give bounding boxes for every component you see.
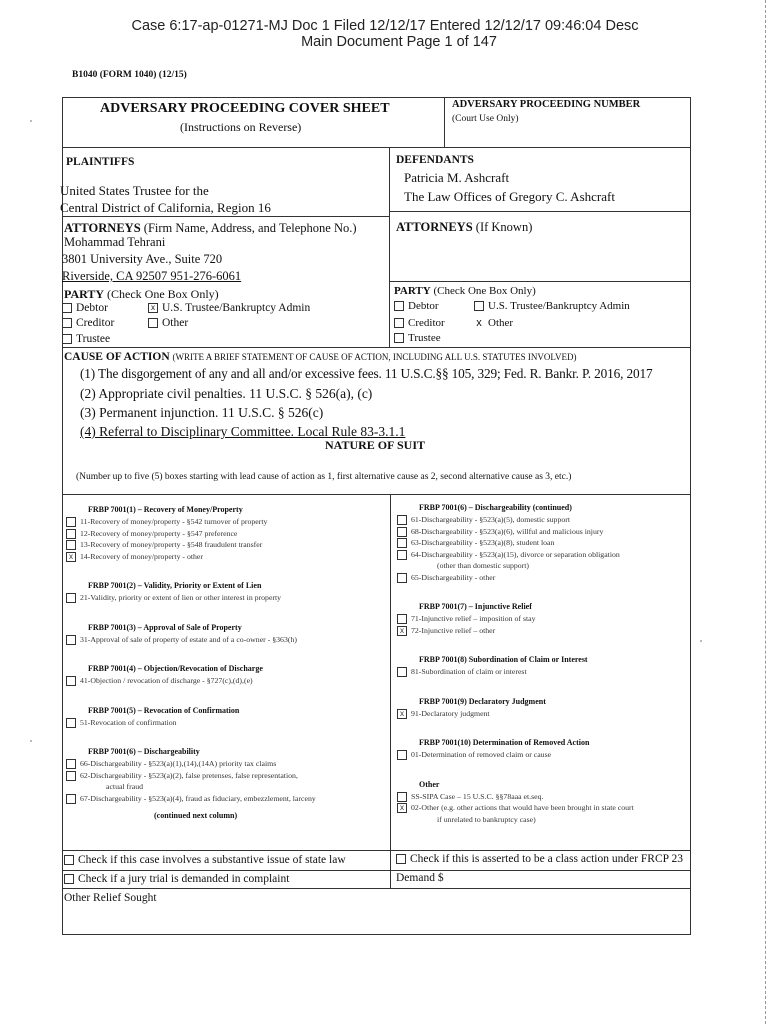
adversary-number-label: ADVERSARY PROCEEDING NUMBER [452, 99, 641, 110]
defendant-name-1: Patricia M. Ashcraft [404, 170, 510, 185]
nature-instruction: (Number up to five (5) boxes starting with lead cause of action as 1, first alternative cause as 2, second alternative cause as 3, etc.) [76, 472, 572, 482]
right-section-title: Other [419, 779, 440, 789]
party-defendant-heading: PARTY (Check One Box Only) [394, 285, 536, 297]
defendant-name-2: The Law Offices of Gregory C. Ashcraft [404, 189, 615, 204]
right-nature-item[interactable]: x 91-Declaratory judgment [397, 709, 490, 719]
party-plaintiff-debtor[interactable]: Debtor [62, 302, 108, 314]
right-nature-item[interactable]: 71-Injunctive relief – imposition of stay [397, 614, 536, 624]
checkbox-checked[interactable]: x [66, 552, 76, 562]
checkbox[interactable] [66, 529, 76, 539]
party-plaintiff-ust[interactable]: x U.S. Trustee/Bankruptcy Admin [148, 302, 310, 314]
party-plaintiff-trustee[interactable]: Trustee [62, 333, 110, 345]
attorneys-plaintiff-heading: ATTORNEYS (Firm Name, Address, and Telephone No.) [64, 221, 357, 235]
checkbox-checked[interactable]: x [397, 626, 407, 636]
right-nature-item[interactable]: x 02-Other (e.g. other actions that would have been brought in state court [397, 803, 634, 813]
checkbox[interactable] [397, 792, 407, 802]
cause-line-4: (4) Referral to Disciplinary Committee. Local Rule 83-3.1.1 [80, 424, 406, 439]
checkbox[interactable] [397, 515, 407, 525]
party-defendant-trustee[interactable]: Trustee [394, 332, 441, 344]
docket-header-line1: Case 6:17-ap-01271-MJ Doc 1 Filed 12/12/17 Entered 12/12/17 09:46:04 Desc [131, 18, 639, 34]
party-defendant-debtor[interactable]: Debtor [394, 300, 439, 312]
defendants-heading: DEFENDANTS [396, 154, 474, 166]
demand-field[interactable]: Demand $ [396, 872, 444, 884]
checkbox-checked[interactable]: x [397, 803, 407, 813]
checkbox[interactable] [397, 527, 407, 537]
checkbox[interactable] [66, 635, 76, 645]
attorneys-defendant-heading: ATTORNEYS (If Known) [396, 220, 533, 234]
checkbox[interactable] [148, 318, 158, 328]
checkbox[interactable] [66, 794, 76, 804]
checkbox[interactable] [397, 573, 407, 583]
checkbox[interactable] [66, 759, 76, 769]
cause-line-3: (3) Permanent injunction. 11 U.S.C. § 526(c) [80, 405, 324, 420]
checkbox[interactable] [397, 614, 407, 624]
state-law-check[interactable]: Check if this case involves a substantive issue of state law [64, 854, 346, 866]
left-section-title: FRBP 7001(2) – Validity, Priority or Extent of Lien [88, 581, 262, 590]
checkbox[interactable] [66, 771, 76, 781]
checkbox[interactable] [396, 854, 406, 864]
right-nature-item[interactable]: 63-Dischargeability - §523(a)(8), student loan [397, 538, 554, 548]
right-section-title: FRBP 7001(10) Determination of Removed Action [419, 738, 590, 747]
cause-line-2: (2) Appropriate civil penalties. 11 U.S.C. § 526(a), (c) [80, 386, 373, 401]
left-section-title: FRBP 7001(3) – Approval of Sale of Property [88, 622, 242, 632]
plaintiffs-heading: PLAINTIFFS [66, 156, 135, 168]
left-nature-item[interactable]: 41-Objection / revocation of discharge - §727(c),(d),(e) [66, 676, 253, 686]
checkbox[interactable] [394, 318, 404, 328]
left-nature-item[interactable]: 31-Approval of sale of property of estate and of a co-owner - §363(h) [66, 635, 297, 645]
checkbox[interactable] [62, 334, 72, 344]
right-nature-item[interactable]: SS-SIPA Case – 15 U.S.C. §§78aaa et.seq. [397, 792, 543, 802]
left-nature-item[interactable]: 21-Validity, priority or extent of lien or other interest in property [66, 593, 281, 603]
right-nature-item: (other than domestic support) [437, 561, 530, 570]
checkbox[interactable] [397, 667, 407, 677]
checkbox[interactable] [62, 318, 72, 328]
right-nature-item[interactable]: 65-Dischargeability - other [397, 573, 495, 583]
right-section-title: FRBP 7001(8) Subordination of Claim or Interest [419, 655, 588, 664]
party-defendant-ust[interactable]: U.S. Trustee/Bankruptcy Admin [474, 300, 630, 312]
attorney-address-2: Riverside, CA 92507 951-276-6061 [62, 269, 242, 283]
checkbox[interactable] [66, 593, 76, 603]
checkbox[interactable] [474, 301, 484, 311]
left-section-title: FRBP 7001(1) – Recovery of Money/Property [88, 505, 243, 514]
party-plaintiff-other[interactable]: Other [148, 317, 188, 329]
checkbox-checked[interactable]: x [476, 317, 482, 330]
plaintiff-name-2: Central District of California, Region 16 [60, 200, 271, 215]
checkbox-checked[interactable]: x [148, 303, 158, 313]
right-nature-item: if unrelated to bankruptcy case) [437, 814, 536, 824]
checkbox[interactable] [66, 676, 76, 686]
court-use-only: (Court Use Only) [452, 114, 519, 124]
checkbox-checked[interactable]: x [397, 709, 407, 719]
checkbox[interactable] [62, 303, 72, 313]
checkbox[interactable] [66, 540, 76, 550]
left-section-title: FRBP 7001(5) – Revocation of Confirmation [88, 705, 240, 715]
right-nature-item[interactable]: x 72-Injunctive relief – other [397, 626, 495, 636]
left-nature-item[interactable]: 62-Dischargeability - §523(a)(2), false pretenses, false representation, [66, 771, 298, 781]
checkbox[interactable] [64, 874, 74, 884]
checkbox[interactable] [66, 718, 76, 728]
left-nature-item[interactable]: 51-Revocation of confirmation [66, 718, 177, 728]
attorney-name: Mohammad Tehrani [64, 235, 166, 249]
checkbox[interactable] [397, 538, 407, 548]
checkbox[interactable] [394, 333, 404, 343]
docket-header-line2: Main Document Page 1 of 147 [301, 34, 497, 50]
cover-title: ADVERSARY PROCEEDING COVER SHEET [100, 101, 390, 116]
checkbox[interactable] [397, 750, 407, 760]
left-nature-item[interactable]: 66-Dischargeability - §523(a)(1),(14),(14A) priority tax claims [66, 759, 276, 769]
cause-line-1: (1) The disgorgement of any and all and/or excessive fees. 11 U.S.C.§§ 105, 329; Fed. R. Bankr. P. 2016, 2017 [80, 366, 653, 381]
right-nature-item[interactable]: 61-Dischargeability - §523(a)(5), domestic support [397, 515, 570, 525]
left-nature-item: actual fraud [106, 782, 144, 791]
right-section-title: FRBP 7001(6) – Dischargeability (continued) [419, 503, 572, 512]
cover-subtitle: (Instructions on Reverse) [180, 120, 302, 134]
class-action-check[interactable]: Check if this is asserted to be a class action under FRCP 23 [396, 853, 683, 865]
party-plaintiff-heading: PARTY (Check One Box Only) [64, 287, 219, 301]
plaintiff-name-1: United States Trustee for the [60, 183, 209, 198]
continued-label: (continued next column) [154, 811, 238, 820]
checkbox[interactable] [394, 301, 404, 311]
left-nature-item[interactable]: 12-Recovery of money/property - §547 preference [66, 529, 237, 539]
jury-check[interactable]: Check if a jury trial is demanded in complaint [64, 873, 289, 885]
left-section-title: FRBP 7001(4) – Objection/Revocation of Discharge [88, 664, 263, 673]
left-nature-item[interactable]: 11-Recovery of money/property - §542 turnover of property [66, 517, 267, 527]
left-nature-item[interactable]: x 14-Recovery of money/property - other [66, 552, 203, 562]
checkbox[interactable] [64, 855, 74, 865]
party-defendant-other[interactable]: x Other [474, 317, 513, 329]
cause-heading: CAUSE OF ACTION (WRITE A BRIEF STATEMENT OF CAUSE OF ACTION, INCLUDING ALL U.S. STATUTES INVOLVED) [64, 351, 577, 363]
left-section-title: FRBP 7001(6) – Dischargeability [88, 747, 200, 756]
right-section-title: FRBP 7001(9) Declaratory Judgment [419, 696, 546, 706]
other-relief-label: Other Relief Sought [64, 892, 157, 904]
nature-heading: NATURE OF SUIT [325, 438, 426, 452]
attorney-address-1: 3801 University Ave., Suite 720 [62, 252, 223, 266]
left-nature-item[interactable]: 13-Recovery of money/property - §548 fraudulent transfer [66, 540, 262, 550]
checkbox[interactable] [397, 550, 407, 560]
right-nature-item[interactable]: 64-Dischargeability - §523(a)(15), divorce or separation obligation [397, 550, 620, 560]
right-nature-item[interactable]: 01-Determination of removed claim or cause [397, 750, 551, 760]
form-id: B1040 (FORM 1040) (12/15) [72, 70, 187, 80]
checkbox[interactable] [66, 517, 76, 527]
right-section-title: FRBP 7001(7) – Injunctive Relief [419, 602, 532, 611]
party-plaintiff-creditor[interactable]: Creditor [62, 317, 114, 329]
party-defendant-creditor[interactable]: Creditor [394, 317, 445, 329]
right-nature-item[interactable]: 81-Subordination of claim or interest [397, 667, 527, 677]
left-nature-item[interactable]: 67-Dischargeability - §523(a)(4), fraud as fiduciary, embezzlement, larceny [66, 794, 316, 804]
right-nature-item[interactable]: 68-Dischargeability - §523(a)(6), willful and malicious injury [397, 527, 603, 537]
